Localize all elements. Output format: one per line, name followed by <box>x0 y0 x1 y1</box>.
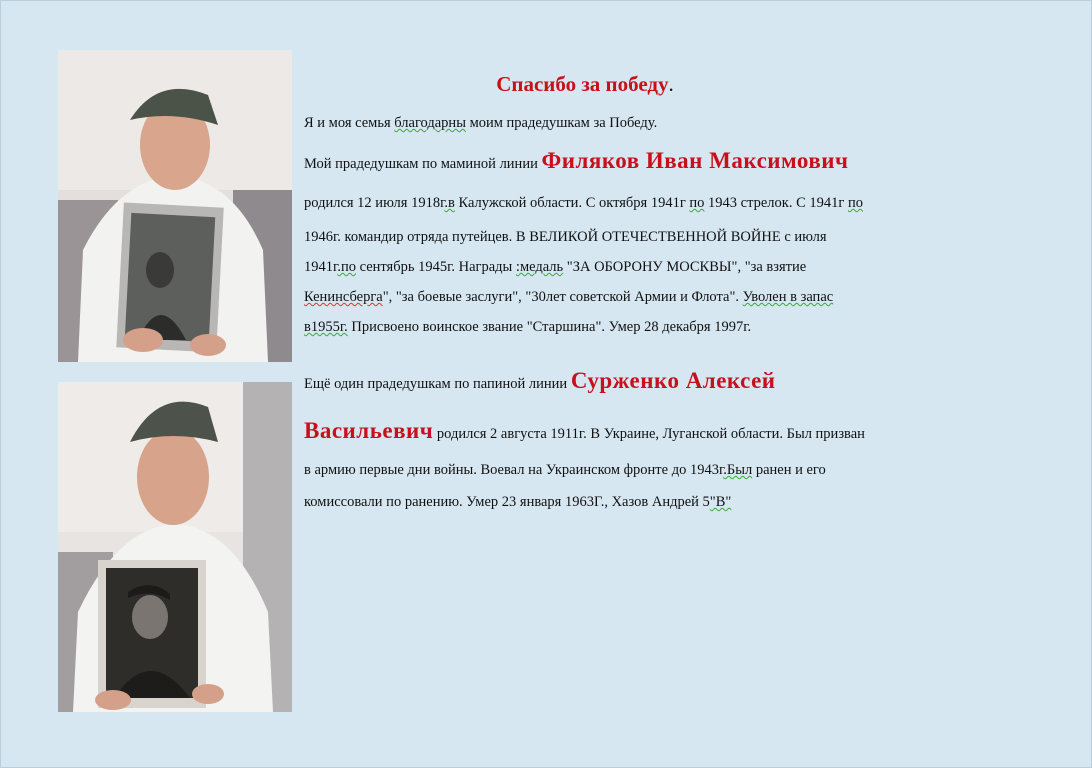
first-l3-c: "ЗА ОБОРОНУ МОСКВЫ", "за взятие <box>563 259 807 275</box>
second-l1: родился 2 августа 1911г. В Украине, Луганской области. Был призван <box>433 426 865 442</box>
intro-part2: моим прадедушкам за Победу. <box>465 115 658 131</box>
photo-boy-with-portrait-1 <box>58 50 292 362</box>
first-l3-b: сентябрь 1945г. Награды <box>355 259 516 275</box>
second-l3-a: комиссовали по ранению. Умер 23 января 1963Г., Хазов Андрей 5 <box>304 494 710 510</box>
second-ancestor-name-1: Сурженко Алексей <box>570 368 776 393</box>
first-l5-u1: в1955г. <box>304 319 348 335</box>
second-ancestor-name-2: Васильевич <box>304 418 434 443</box>
intro-line <box>304 115 657 132</box>
title-text: Спасибо за победу <box>496 72 669 96</box>
second-l2-a: в армию первые дни войны. Воевал на Украинском фронте до 1943г <box>304 462 724 478</box>
second-lead: Ещё один прадедушкам по папиной линии <box>304 376 571 392</box>
first-bio-line-3 <box>304 259 806 276</box>
first-bio-line-1 <box>304 195 863 212</box>
title-dot: . <box>668 72 674 96</box>
second-ancestor-heading <box>304 368 776 394</box>
first-l1-u2: по <box>689 195 705 211</box>
page-title <box>300 72 870 97</box>
second-l3-u1: "В" <box>709 494 732 510</box>
second-l2-b: ранен и его <box>752 462 826 478</box>
first-l4-a: ", "за боевые заслуги", "30лет советской Армии и Флота". <box>382 289 743 305</box>
intro-part1: Я и моя семья <box>304 115 395 131</box>
photo-boy-with-portrait-2 <box>58 382 292 712</box>
first-lead: Мой прадедушкам по маминой линии <box>304 156 542 172</box>
first-ancestor-name: Филяков Иван Максимович <box>541 148 849 173</box>
first-l3-a: 1941г <box>304 259 338 275</box>
second-l2-u1: .Был <box>723 462 753 478</box>
first-l3-u1: .по <box>337 259 356 275</box>
first-bio-line-2: 1946г. командир отряда путейцев. В ВЕЛИКОЙ ОТЕЧЕСТВЕННОЙ ВОЙНЕ с июля <box>304 229 827 245</box>
first-l4-u1: Кенинсберга <box>304 289 383 305</box>
second-bio-line-3 <box>304 494 731 511</box>
first-bio-line-4 <box>304 289 833 306</box>
second-bio-line-1 <box>304 418 865 444</box>
first-ancestor-heading <box>304 148 848 174</box>
first-l1-u1: .в <box>444 195 455 211</box>
first-l1-b: Калужской области. С октября 1941г <box>454 195 690 211</box>
first-l5-a: Присвоено воинское звание "Старшина". Умер 28 декабря 1997г. <box>347 319 752 335</box>
first-l1-u3: по <box>847 195 863 211</box>
first-l1-a: родился 12 июля 1918г <box>304 195 445 211</box>
first-bio-line-5 <box>304 319 751 336</box>
first-l3-u2: :медаль <box>515 259 564 275</box>
intro-underlined: благодарны <box>394 115 466 131</box>
first-l4-u2: Уволен в запас <box>742 289 834 305</box>
second-bio-line-2 <box>304 462 826 479</box>
first-l1-c: 1943 стрелок. С 1941г <box>704 195 848 211</box>
